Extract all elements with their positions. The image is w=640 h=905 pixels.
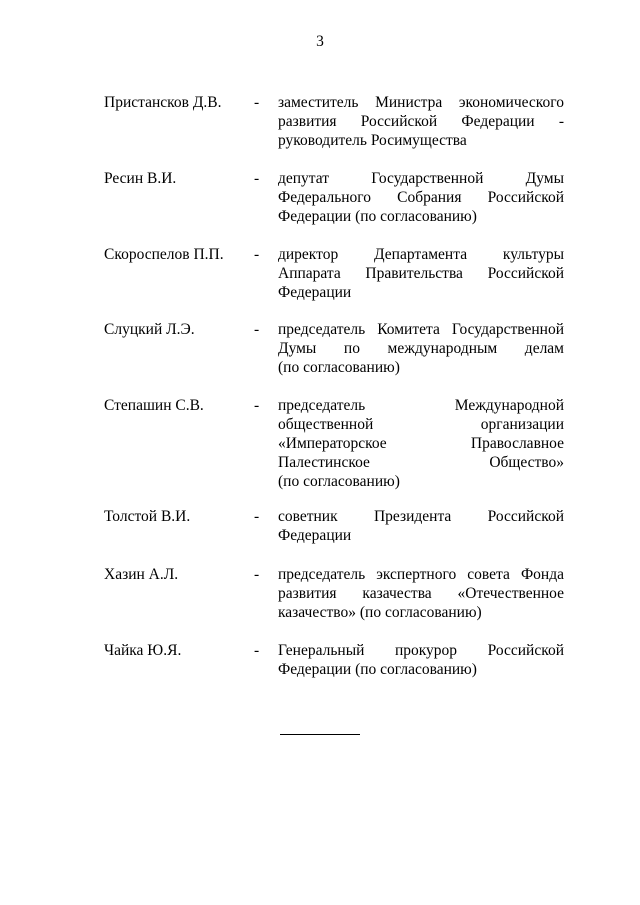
position-line: Федерации (по согласованию): [278, 208, 477, 225]
position-line: советник Президента Российской: [278, 508, 564, 525]
position-line: Федерации: [278, 284, 352, 301]
position-line: «Императорское Православное: [278, 435, 564, 452]
person-name: Скороспелов П.П.: [104, 246, 224, 263]
position-line: Федерации (по согласованию): [278, 661, 477, 678]
dash-separator: -: [254, 566, 260, 583]
person-name: Хазин А.Л.: [104, 566, 179, 583]
person-position: [278, 641, 564, 679]
position-line: общественной организации: [278, 416, 564, 433]
position-line: (по согласованию): [278, 473, 400, 490]
dash-separator: -: [254, 321, 260, 338]
position-line: председатель Международной: [278, 397, 564, 414]
dash-separator: -: [254, 246, 260, 263]
position-line: депутат Государственной Думы: [278, 170, 564, 187]
dash-separator: -: [254, 508, 260, 525]
person-name: Степашин С.В.: [104, 397, 204, 414]
person-position: [278, 245, 564, 302]
person-position: [278, 169, 564, 226]
person-position: [278, 396, 564, 491]
position-line: Федерации: [278, 527, 352, 544]
position-line: Генеральный прокурор Российской: [278, 642, 564, 659]
position-line: развития Российской Федерации -: [278, 113, 564, 130]
position-line: казачество» (по согласованию): [278, 604, 482, 621]
page-number: 3: [316, 33, 324, 50]
dash-separator: -: [254, 170, 260, 187]
position-line: заместитель Министра экономического: [278, 94, 564, 111]
position-line: директор Департамента культуры: [278, 246, 564, 263]
dash-separator: -: [254, 397, 260, 414]
person-position: [278, 565, 564, 622]
position-line: Федерального Собрания Российской: [278, 189, 564, 206]
position-line: руководитель Росимущества: [278, 132, 467, 149]
position-line: председатель экспертного совета Фонда: [278, 566, 564, 583]
position-line: Палестинское Общество»: [278, 454, 564, 471]
end-divider: [280, 734, 360, 735]
position-line: председатель Комитета Государственной: [278, 321, 564, 338]
position-line: развития казачества «Отечественное: [278, 585, 564, 602]
person-name: Слуцкий Л.Э.: [104, 321, 195, 338]
person-name: Толстой В.И.: [104, 508, 191, 525]
person-name: Ресин В.И.: [104, 170, 177, 187]
dash-separator: -: [254, 642, 260, 659]
person-name: Пристансков Д.В.: [104, 94, 222, 111]
person-name: Чайка Ю.Я.: [104, 642, 182, 659]
person-position: [278, 320, 564, 377]
dash-separator: -: [254, 94, 260, 111]
person-position: [278, 507, 564, 545]
person-position: [278, 93, 564, 150]
position-line: Аппарата Правительства Российской: [278, 265, 564, 282]
position-line: (по согласованию): [278, 359, 400, 376]
position-line: Думы по международным делам: [278, 340, 564, 357]
